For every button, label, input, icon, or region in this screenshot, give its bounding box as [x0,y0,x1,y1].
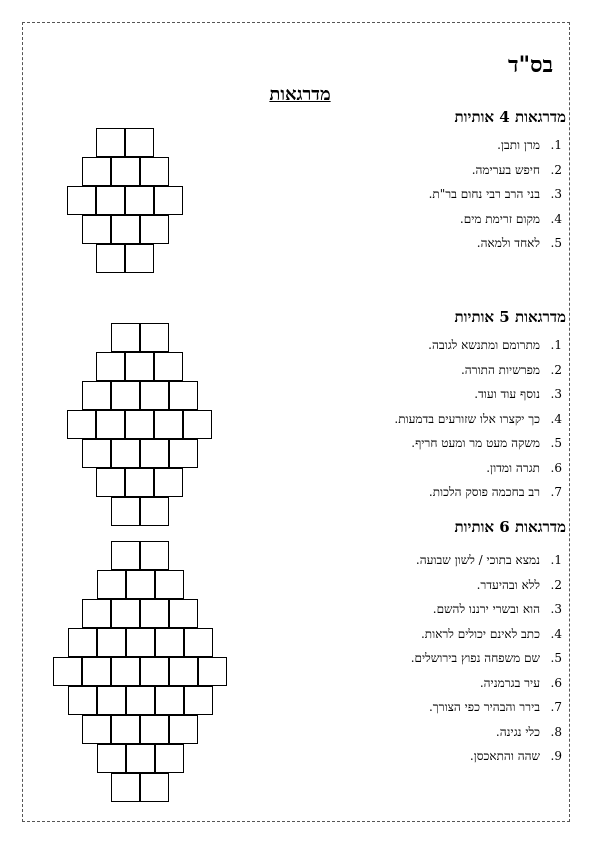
grid-cell[interactable] [82,715,111,744]
clue-item [327,187,562,212]
clue-item [327,553,562,578]
clue-text: רב בחכמה פוסק הלכות. [428,485,540,499]
clue-text: מפרשיות התורה. [460,362,540,377]
page-title: מדרגאות [269,84,331,105]
grid-cell[interactable] [140,497,169,526]
grid-cell[interactable] [96,410,125,439]
grid-cell[interactable] [169,439,198,468]
clue-text: בני הרב רבי נחום בר"ת. [428,187,540,201]
grid-cell[interactable] [140,773,169,802]
clue-number: 5. [550,236,562,250]
clue-item [327,749,562,774]
grid-cell[interactable] [96,128,125,157]
grid-cell[interactable] [111,715,140,744]
clue-item [327,436,562,461]
clue-number: 1. [550,338,562,352]
grid-cell[interactable] [53,657,82,686]
grid-cell[interactable] [82,657,111,686]
grid-cell[interactable] [154,352,183,381]
clue-number: 3. [550,187,562,201]
grid-cell[interactable] [155,744,184,773]
grid-cell[interactable] [82,157,111,186]
grid-cell[interactable] [111,157,140,186]
grid-cell[interactable] [68,628,97,657]
clue-item [327,338,562,363]
clue-text: משקה מעט מר ומעט חריף. [411,436,540,450]
section-title-6-letters: מדרגאות 6 אותיות [454,518,566,536]
grid-cell[interactable] [140,381,169,410]
clue-number: 4. [550,626,562,641]
clue-item [327,138,562,163]
grid-cell[interactable] [155,628,184,657]
clue-item [327,212,562,237]
grid-cell[interactable] [111,439,140,468]
clue-text: כתב לאינם יכולים לראות. [420,626,540,641]
grid-cell[interactable] [97,744,126,773]
grid-cell[interactable] [169,657,198,686]
grid-cell[interactable] [111,541,140,570]
clue-text: מרן ותבן. [497,138,540,152]
clue-number: 6. [550,675,562,690]
grid-cell[interactable] [111,599,140,628]
grid-cell[interactable] [111,323,140,352]
grid-cell[interactable] [125,128,154,157]
clue-number: 4. [550,411,562,426]
clue-number: 5. [550,651,562,665]
grid-cell[interactable] [96,468,125,497]
grid-cell[interactable] [126,570,155,599]
grid-cell[interactable] [125,186,154,215]
clue-item [327,236,562,261]
clue-item [327,387,562,412]
grid-cell[interactable] [97,628,126,657]
clue-number: 4. [550,211,562,226]
grid-cell[interactable] [82,599,111,628]
clue-text: מתרומם ומתנשא לגובה. [428,338,540,352]
clue-number: 3. [550,387,562,401]
clue-number: 9. [550,749,562,763]
clue-item [327,676,562,701]
clue-number: 2. [550,162,562,177]
clue-text: כך יקצרו אלו שזורעים בדמעות. [394,411,540,426]
clue-number: 8. [550,724,562,739]
grid-cell[interactable] [140,323,169,352]
clue-item [327,602,562,627]
clue-item [327,485,562,510]
section-title-4-letters: מדרגאות 4 אותיות [454,108,566,126]
grid-cell[interactable] [67,186,96,215]
grid-cell[interactable] [155,570,184,599]
clue-list-6-letters [327,553,562,774]
clue-text: כלי נגינה. [495,724,540,739]
grid-cell[interactable] [111,657,140,686]
clue-number: 5. [550,436,562,450]
clue-text: נמצא בתוכי / לשון שבועה. [415,553,540,567]
grid-cell[interactable] [140,599,169,628]
grid-cell[interactable] [82,381,111,410]
grid-cell[interactable] [111,215,140,244]
clue-text: שם משפחה נפוץ בירושלים. [410,651,540,665]
clue-number: 1. [550,553,562,567]
grid-cell[interactable] [111,497,140,526]
grid-cell[interactable] [125,244,154,273]
clue-text: מקום זרימת מים. [459,211,540,226]
clue-text: תגרה ומדון. [486,460,540,475]
grid-cell[interactable] [126,628,155,657]
grid-cell[interactable] [96,244,125,273]
clue-text: נוסף עוד ועוד. [474,387,540,401]
grid-cell[interactable] [169,599,198,628]
grid-cell[interactable] [82,439,111,468]
clue-text: חיפש בערימה. [471,162,540,177]
puzzle-grid-5-letters [67,323,212,526]
clue-text: בירר והבהיר כפי הצורך. [428,700,540,714]
puzzle-grid-6-letters [53,541,227,802]
grid-cell[interactable] [154,410,183,439]
clue-item [327,363,562,388]
grid-cell[interactable] [140,157,169,186]
clue-item [327,627,562,652]
grid-cell[interactable] [96,186,125,215]
clue-text: הוא ובשרי ירננו להשם. [432,602,540,616]
grid-cell[interactable] [140,715,169,744]
clue-item [327,651,562,676]
grid-cell[interactable] [183,410,212,439]
grid-cell[interactable] [67,410,96,439]
clue-item [327,412,562,437]
grid-cell[interactable] [140,215,169,244]
grid-cell[interactable] [198,657,227,686]
grid-cell[interactable] [126,686,155,715]
clue-number: 6. [550,460,562,475]
grid-cell[interactable] [125,410,154,439]
clue-number: 1. [550,138,562,152]
grid-cell[interactable] [154,468,183,497]
clue-text: שהה והתאכסן. [469,749,540,763]
grid-cell[interactable] [111,381,140,410]
grid-cell[interactable] [125,468,154,497]
grid-cell[interactable] [154,186,183,215]
grid-cell[interactable] [184,628,213,657]
clue-number: 7. [550,485,562,499]
clue-item [327,578,562,603]
grid-cell[interactable] [82,215,111,244]
clue-text: ללא ובהיעדר. [476,577,540,592]
clue-number: 3. [550,602,562,616]
bsd-header: בס"ד [508,52,554,78]
clue-item [327,461,562,486]
clue-number: 2. [550,577,562,592]
grid-cell[interactable] [169,381,198,410]
grid-cell[interactable] [126,744,155,773]
grid-cell[interactable] [97,686,126,715]
grid-cell[interactable] [140,657,169,686]
grid-cell[interactable] [184,686,213,715]
clue-item [327,700,562,725]
grid-cell[interactable] [96,352,125,381]
clue-item [327,725,562,750]
clue-number: 2. [550,362,562,377]
grid-cell[interactable] [111,773,140,802]
grid-cell[interactable] [169,715,198,744]
grid-cell[interactable] [68,686,97,715]
clue-list-4-letters [327,138,562,261]
grid-cell[interactable] [140,541,169,570]
grid-cell[interactable] [140,439,169,468]
grid-cell[interactable] [97,570,126,599]
clue-list-5-letters [327,338,562,510]
grid-cell[interactable] [125,352,154,381]
section-title-5-letters: מדרגאות 5 אותיות [454,308,566,326]
clue-text: לאחד ולמאה. [476,236,540,250]
puzzle-grid-4-letters [67,128,183,273]
grid-cell[interactable] [155,686,184,715]
clue-number: 7. [550,700,562,714]
clue-text: עיר בגרמניה. [479,675,540,690]
clue-item [327,163,562,188]
